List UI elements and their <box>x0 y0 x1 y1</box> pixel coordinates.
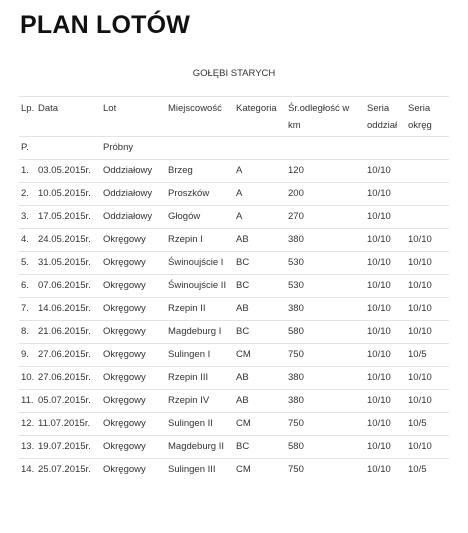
cell-seria-okreg: 10/10 <box>406 229 449 252</box>
table-row <box>19 344 449 367</box>
subheader-empty <box>365 137 406 160</box>
subheader-lot: Próbny <box>101 137 166 160</box>
header-lot: Lot <box>101 97 166 137</box>
cell-data: 10.05.2015r. <box>36 183 101 206</box>
cell-data: 07.06.2015r. <box>36 275 101 298</box>
header-seria-okreg: Seria okręg <box>406 97 449 137</box>
cell-lp: 7. <box>19 298 36 321</box>
cell-lot: Okręgowy <box>101 321 166 344</box>
cell-seria-oddzial: 10/10 <box>365 459 406 482</box>
header-data: Data <box>36 97 101 137</box>
cell-seria-okreg <box>406 160 449 183</box>
cell-seria-oddzial: 10/10 <box>365 252 406 275</box>
cell-lot: Okręgowy <box>101 436 166 459</box>
cell-data: 27.06.2015r. <box>36 344 101 367</box>
cell-lp: 8. <box>19 321 36 344</box>
cell-lot: Okręgowy <box>101 229 166 252</box>
cell-seria-oddzial: 10/10 <box>365 390 406 413</box>
header-kategoria: Kategoria <box>234 97 286 137</box>
cell-seria-okreg: 10/5 <box>406 344 449 367</box>
cell-lot: Okręgowy <box>101 252 166 275</box>
cell-lot: Okręgowy <box>101 344 166 367</box>
table-row <box>19 459 449 482</box>
cell-data: 14.06.2015r. <box>36 298 101 321</box>
subheader-empty <box>406 137 449 160</box>
table-row <box>19 298 449 321</box>
cell-data: 31.05.2015r. <box>36 252 101 275</box>
cell-data: 27.06.2015r. <box>36 367 101 390</box>
cell-data: 11.07.2015r. <box>36 413 101 436</box>
cell-lot: Okręgowy <box>101 413 166 436</box>
table-row <box>19 321 449 344</box>
table-row <box>19 160 449 183</box>
cell-miejscowosc: Świnoujście II <box>166 275 234 298</box>
cell-lp: 12. <box>19 413 36 436</box>
subheader-empty <box>234 137 286 160</box>
cell-miejscowosc: Głogów <box>166 206 234 229</box>
cell-data: 21.06.2015r. <box>36 321 101 344</box>
table-row <box>19 183 449 206</box>
cell-miejscowosc: Rzepin III <box>166 367 234 390</box>
subheader-empty <box>286 137 365 160</box>
cell-kategoria: CM <box>234 459 286 482</box>
cell-kategoria: AB <box>234 367 286 390</box>
cell-odleglosc: 200 <box>286 183 365 206</box>
cell-kategoria: A <box>234 206 286 229</box>
cell-lot: Okręgowy <box>101 367 166 390</box>
table-row <box>19 413 449 436</box>
cell-miejscowosc: Magdeburg II <box>166 436 234 459</box>
cell-seria-okreg: 10/10 <box>406 367 449 390</box>
cell-kategoria: A <box>234 183 286 206</box>
cell-seria-okreg: 10/10 <box>406 390 449 413</box>
cell-kategoria: CM <box>234 413 286 436</box>
cell-lot: Okręgowy <box>101 459 166 482</box>
cell-miejscowosc: Magdeburg I <box>166 321 234 344</box>
cell-seria-okreg <box>406 206 449 229</box>
cell-seria-oddzial: 10/10 <box>365 160 406 183</box>
cell-miejscowosc: Proszków <box>166 183 234 206</box>
cell-lot: Oddziałowy <box>101 160 166 183</box>
cell-odleglosc: 270 <box>286 206 365 229</box>
cell-miejscowosc: Sulingen II <box>166 413 234 436</box>
cell-miejscowosc: Sulingen III <box>166 459 234 482</box>
cell-kategoria: AB <box>234 229 286 252</box>
cell-data: 19.07.2015r. <box>36 436 101 459</box>
cell-seria-oddzial: 10/10 <box>365 298 406 321</box>
cell-seria-oddzial: 10/10 <box>365 321 406 344</box>
subheader-empty <box>166 137 234 160</box>
cell-lp: 2. <box>19 183 36 206</box>
cell-kategoria: BC <box>234 321 286 344</box>
table-subheader-row <box>19 137 449 160</box>
cell-seria-oddzial: 10/10 <box>365 206 406 229</box>
cell-odleglosc: 120 <box>286 160 365 183</box>
cell-odleglosc: 750 <box>286 459 365 482</box>
cell-odleglosc: 750 <box>286 344 365 367</box>
cell-miejscowosc: Rzepin II <box>166 298 234 321</box>
page-title: PLAN LOTÓW <box>20 11 191 39</box>
header-lp: Lp. <box>19 97 36 137</box>
cell-miejscowosc: Sulingen I <box>166 344 234 367</box>
cell-lp: 5. <box>19 252 36 275</box>
header-odleglosc: Śr.odległość w km <box>286 97 365 137</box>
table-row <box>19 390 449 413</box>
cell-kategoria: BC <box>234 252 286 275</box>
cell-seria-okreg: 10/10 <box>406 252 449 275</box>
cell-miejscowosc: Brzeg <box>166 160 234 183</box>
table-row <box>19 367 449 390</box>
cell-odleglosc: 380 <box>286 229 365 252</box>
cell-lp: 11. <box>19 390 36 413</box>
cell-lp: 14. <box>19 459 36 482</box>
page-subtitle: GOŁĘBI STARYCH <box>192 68 276 79</box>
cell-kategoria: AB <box>234 298 286 321</box>
cell-seria-oddzial: 10/10 <box>365 275 406 298</box>
cell-data: 17.05.2015r. <box>36 206 101 229</box>
cell-kategoria: CM <box>234 344 286 367</box>
cell-seria-okreg: 10/5 <box>406 459 449 482</box>
cell-odleglosc: 580 <box>286 436 365 459</box>
cell-miejscowosc: Rzepin I <box>166 229 234 252</box>
cell-seria-oddzial: 10/10 <box>365 436 406 459</box>
cell-lot: Okręgowy <box>101 275 166 298</box>
cell-odleglosc: 530 <box>286 275 365 298</box>
cell-seria-oddzial: 10/10 <box>365 229 406 252</box>
cell-lot: Oddziałowy <box>101 183 166 206</box>
cell-kategoria: A <box>234 160 286 183</box>
cell-seria-oddzial: 10/10 <box>365 413 406 436</box>
table-row <box>19 206 449 229</box>
cell-odleglosc: 750 <box>286 413 365 436</box>
cell-lp: 4. <box>19 229 36 252</box>
subheader-lp: P. <box>19 137 36 160</box>
cell-lot: Oddziałowy <box>101 206 166 229</box>
cell-seria-okreg: 10/10 <box>406 321 449 344</box>
cell-seria-oddzial: 10/10 <box>365 183 406 206</box>
cell-lp: 3. <box>19 206 36 229</box>
cell-seria-okreg: 10/10 <box>406 298 449 321</box>
cell-data: 24.05.2015r. <box>36 229 101 252</box>
table-row <box>19 252 449 275</box>
table-row <box>19 229 449 252</box>
flight-schedule-table <box>19 96 449 481</box>
table-row <box>19 275 449 298</box>
cell-seria-oddzial: 10/10 <box>365 367 406 390</box>
cell-seria-okreg: 10/10 <box>406 275 449 298</box>
table-row <box>19 436 449 459</box>
cell-odleglosc: 530 <box>286 252 365 275</box>
cell-lp: 13. <box>19 436 36 459</box>
cell-odleglosc: 380 <box>286 298 365 321</box>
cell-seria-oddzial: 10/10 <box>365 344 406 367</box>
cell-data: 25.07.2015r. <box>36 459 101 482</box>
cell-odleglosc: 580 <box>286 321 365 344</box>
cell-kategoria: AB <box>234 390 286 413</box>
cell-seria-okreg: 10/5 <box>406 413 449 436</box>
cell-lp: 10. <box>19 367 36 390</box>
cell-data: 05.07.2015r. <box>36 390 101 413</box>
cell-lot: Okręgowy <box>101 390 166 413</box>
cell-lot: Okręgowy <box>101 298 166 321</box>
cell-data: 03.05.2015r. <box>36 160 101 183</box>
table-header-row <box>19 97 449 137</box>
cell-miejscowosc: Świnoujście I <box>166 252 234 275</box>
cell-seria-okreg: 10/10 <box>406 436 449 459</box>
cell-odleglosc: 380 <box>286 367 365 390</box>
cell-odleglosc: 380 <box>286 390 365 413</box>
cell-lp: 9. <box>19 344 36 367</box>
header-miejscowosc: Miejscowość <box>166 97 234 137</box>
cell-kategoria: BC <box>234 275 286 298</box>
subheader-empty <box>36 137 101 160</box>
cell-seria-okreg <box>406 183 449 206</box>
cell-kategoria: BC <box>234 436 286 459</box>
header-seria-oddzial: Seria oddział <box>365 97 406 137</box>
cell-miejscowosc: Rzepin IV <box>166 390 234 413</box>
cell-lp: 1. <box>19 160 36 183</box>
cell-lp: 6. <box>19 275 36 298</box>
